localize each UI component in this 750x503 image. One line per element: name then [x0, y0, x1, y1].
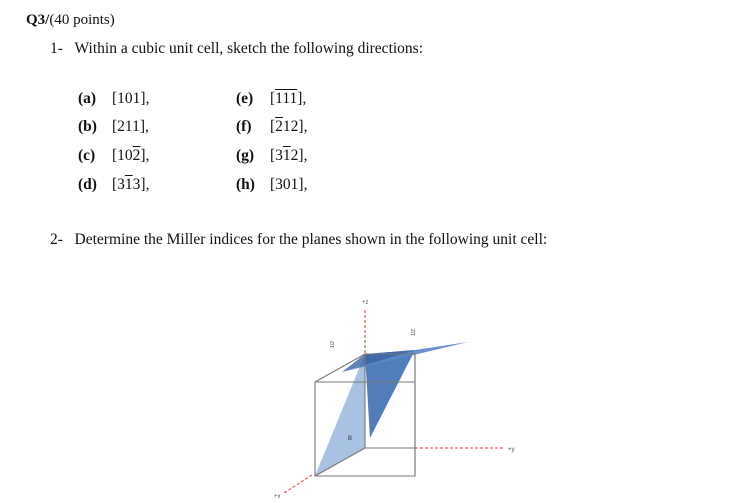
direction-h: [236, 176, 307, 194]
direction-value-end: ],: [297, 90, 307, 107]
question-number: Q3/: [26, 12, 50, 28]
direction-value: [3: [270, 147, 283, 164]
direction-value-end: 3],: [132, 176, 150, 193]
direction-value: [101],: [112, 90, 150, 107]
plane-b-light: [315, 354, 365, 476]
direction-label: (g): [236, 147, 255, 164]
x-axis: [284, 475, 312, 493]
direction-overbar: 1: [282, 147, 291, 164]
direction-value-end: ],: [140, 147, 150, 164]
direction-value-end: 2],: [290, 147, 308, 164]
direction-value-end: 12],: [282, 118, 308, 135]
question-points: (40 points): [49, 12, 115, 28]
direction-value: [211],: [112, 118, 149, 135]
unit-cell-figure: [270, 290, 530, 500]
part1-number: 1-: [50, 40, 63, 57]
plane-a-label: A: [418, 354, 423, 360]
direction-label: (h): [236, 176, 255, 193]
direction-label: (d): [78, 176, 97, 193]
part2-prompt: Determine the Miller indices for the planes shown in the following unit cell:: [74, 231, 548, 248]
direction-label: (f): [236, 118, 252, 135]
direction-value: [301],: [270, 176, 308, 193]
plane-b-label: B: [348, 436, 353, 442]
part1-heading: [50, 40, 423, 58]
fraction-label-top: 1/2: [411, 329, 417, 336]
direction-c: [78, 147, 149, 165]
direction-e: [236, 90, 306, 108]
direction-d: [78, 176, 149, 194]
direction-g: [236, 147, 307, 165]
direction-overbar: 2: [275, 118, 283, 135]
direction-label: (c): [78, 147, 96, 164]
axis-x-label: +x: [274, 494, 281, 500]
direction-overbar: 2: [132, 147, 141, 164]
part2-heading: [50, 231, 547, 249]
direction-overbar: 1: [124, 176, 133, 193]
direction-label: (b): [78, 118, 97, 135]
direction-b: [78, 118, 149, 136]
part2-number: 2-: [50, 231, 63, 248]
axis-y-label: +y: [508, 447, 515, 453]
direction-value: [: [270, 118, 276, 135]
direction-value: [10: [112, 147, 133, 164]
direction-overbar: 111: [275, 90, 298, 107]
direction-f: [236, 118, 307, 136]
direction-a: [78, 90, 149, 108]
direction-label: (a): [78, 90, 97, 107]
direction-label: (e): [236, 90, 254, 107]
axis-z-label: +z: [362, 300, 369, 306]
question-title: [26, 12, 115, 29]
direction-value: [: [270, 90, 276, 107]
part1-prompt: Within a cubic unit cell, sketch the following directions:: [74, 40, 424, 57]
direction-value: [3: [112, 176, 125, 193]
fraction-label-left: 1/2: [330, 341, 336, 348]
